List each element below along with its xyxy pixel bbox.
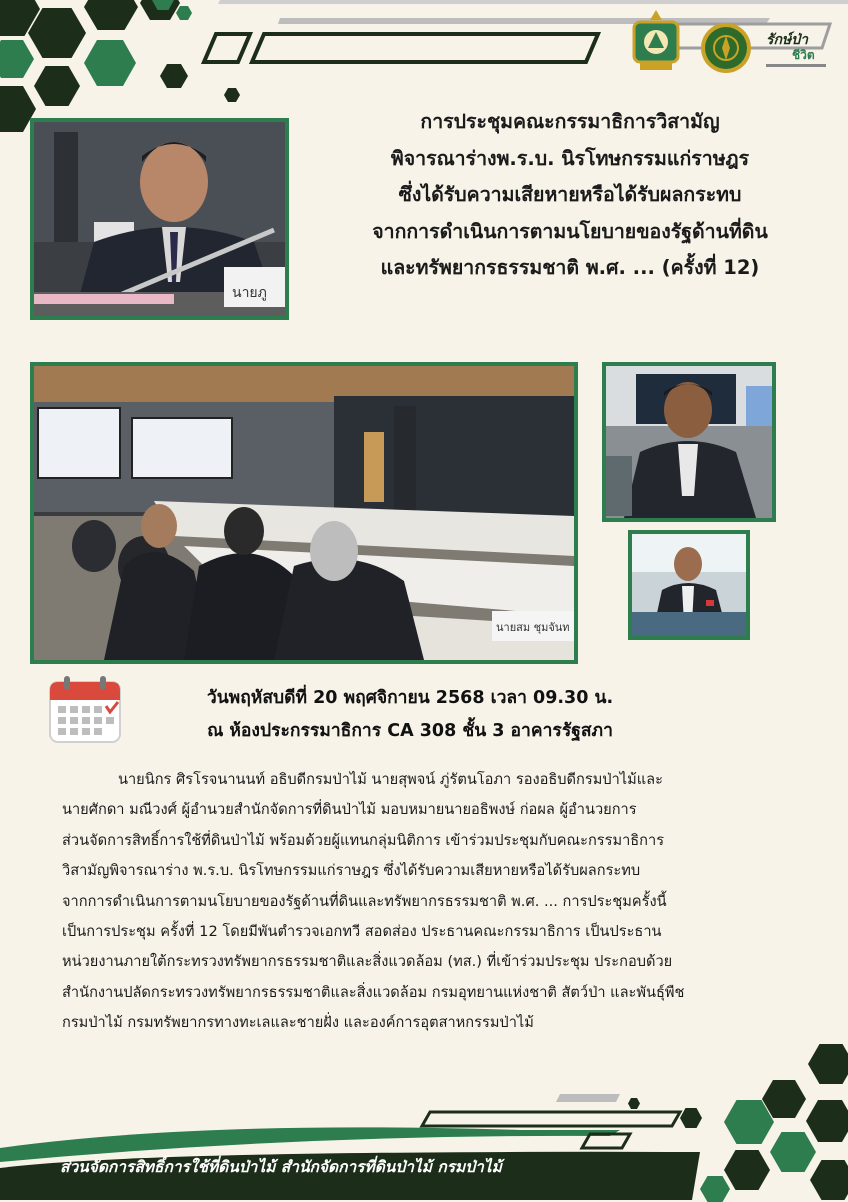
photo-speaker [30,118,289,320]
royal-forest-department-emblem-icon [626,8,686,74]
body-line: นายศักดา มณีวงศ์ ผู้อำนวยสำนักจัดการที่ดินป่าไม้ มอบหมายนายอธิพงษ์ ก่อผล ผู้อำนวยการ [62,801,637,819]
body-line: กรมป่าไม้ กรมทรัพยากรทางทะเลและชายฝั่ง และองค์การอุตสาหกรรมป่าไม้ [62,1014,534,1032]
nameplate-text: นายภู [232,285,267,301]
body-line: วิสามัญพิจารณาร่าง พ.ร.บ. นิรโทษกรรมแก่ราษฎร ซึ่งได้รับความเสียหายหรือได้รับผลกระทบ [62,862,641,880]
photo-meeting-room [30,362,578,664]
body-line: ส่วนจัดการสิทธิ์การใช้ที่ดินป่าไม้ พร้อมด้วยผู้แทนกลุ่มนิติการ เข้าร่วมประชุมกับคณะกรรมาธิการ [62,831,665,849]
body-line: นายนิกร ศิรโรจนานนท์ อธิบดีกรมป่าไม้ นายสุพจน์ ภู่รัตนโอภา รองอธิบดีกรมป่าไม้และ [118,771,663,788]
event-date: วันพฤหัสบดีที่ 20 พฤศจิกายน 2568 เวลา 09.30 น. [206,688,614,708]
body-paragraph [62,765,814,1039]
rak-pa-logo-sub: ชีวิต [792,48,815,62]
title-line: และทรัพยากรธรรมชาติ พ.ศ. ... (ครั้งที่ 12) [380,256,760,279]
event-info [130,682,690,748]
title-line: พิจารณาร่างพ.ร.บ. นิรโทษกรรมแก่ราษฎร [390,146,750,170]
title-line: จากการดำเนินการตามนโยบายของรัฐด้านที่ดิน [372,219,768,243]
meeting-nameplate-text: นายสม ชุมจันท [496,621,570,634]
title-line: ซึ่งได้รับความเสียหายหรือได้รับผลกระทบ [398,183,742,206]
rak-pa-logo-icon [766,32,836,68]
body-line: เป็นการประชุม ครั้งที่ 12 โดยมีพันตำรวจเอกทวี สอดส่อง ประธานคณะกรรมาธิการ เป็นประธาน [62,923,662,941]
body-line: จากการดำเนินการตามนโยบายของรัฐด้านที่ดินและทรัพยากรธรรมชาติ พ.ศ. ... การประชุมครั้งนี้ [62,892,667,910]
page-title [300,104,840,287]
footer-department-text: ส่วนจัดการสิทธิ์การใช้ที่ดินป่าไม้ สำนักจัดการที่ดินป่าไม้ กรมป่าไม้ [60,1158,502,1176]
rak-pa-logo-text: รักษ์ป่า [766,32,808,48]
photo-official-2 [628,530,750,640]
photo-official-1 [602,362,776,522]
body-line: สำนักงานปลัดกระทรวงทรัพยากรธรรมชาติและสิ่งแวดล้อม กรมอุทยานแห่งชาติ สัตว์ป่า และพันธุ์พืช [62,983,685,1001]
body-line: หน่วยงานภายใต้กระทรวงทรัพยากรธรรมชาติและสิ่งแวดล้อม (ทส.) ที่เข้าร่วมประชุม ประกอบด้วย [62,953,673,971]
title-line: การประชุมคณะกรรมาธิการวิสามัญ [420,110,720,133]
event-venue: ณ ห้องประกรรมาธิการ CA 308 ชั้น 3 อาคารรัฐสภา [207,721,613,741]
green-seal-icon [700,22,752,74]
calendar-icon [48,676,122,744]
